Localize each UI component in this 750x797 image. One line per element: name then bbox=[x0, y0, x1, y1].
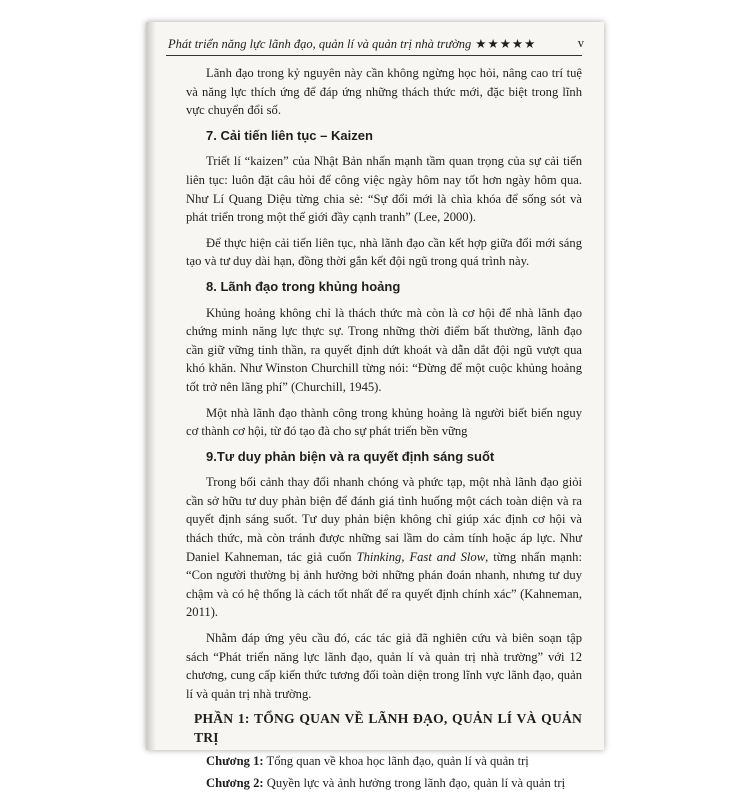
toc-entry-chapter-2 bbox=[186, 774, 582, 793]
page-number: v bbox=[577, 36, 584, 50]
heading-part-1: PHẦN 1: TỔNG QUAN VỀ LÃNH ĐẠO, QUẢN LÍ VÀ QUẢN TRỊ bbox=[194, 711, 582, 745]
paragraph-9-text-b: , từng nhấn mạnh: “Con người thường bị ảnh hưởng bởi những phán đoán nhanh, nhưng tư duy chậm và có hệ thống là cách tốt nhất để ra quyết định chính xác” (Kahneman, 2011). bbox=[186, 549, 582, 620]
heading-section-8: 8. Lãnh đạo trong khủng hoảng bbox=[206, 278, 401, 294]
running-title: Phát triển năng lực lãnh đạo, quản lí và quản trị nhà trường bbox=[168, 37, 472, 51]
chapter-2-label: Chương 2: bbox=[206, 776, 264, 791]
chapter-1-label: Chương 1: bbox=[206, 753, 264, 768]
toc-entry-chapter-1 bbox=[186, 752, 582, 771]
running-header bbox=[168, 36, 584, 52]
paragraph-8b: Một nhà lãnh đạo thành công trong khủng hoảng là người biết biến nguy cơ thành cơ hội, từ đó tạo đà cho sự phát triển bền vững bbox=[186, 405, 582, 439]
page-body bbox=[186, 64, 582, 797]
header-rule bbox=[166, 55, 582, 56]
paragraph-9-text-a: Trong bối cảnh thay đổi nhanh chóng và phức tạp, một nhà lãnh đạo giỏi cần sở hữu tư duy phản biện để đánh giá tình huống một cách toàn diện và ra quyết định sáng suốt. Tư duy phản biện không chỉ giúp xác định cơ hội và thách thức, mà còn tránh được những sai lầm do cảm tính hoặc áp lực. Như Daniel Kahneman, tác giả cuốn bbox=[186, 475, 582, 564]
book-title: Thinking, Fast and Slow bbox=[356, 549, 486, 564]
paragraph-7a: Triết lí “kaizen” của Nhật Bản nhấn mạnh tầm quan trọng của sự cải tiến liên tục: luôn đặt câu hỏi để công việc ngày hôm nay tốt hơn ngày hôm qua. Như Lí Quang Diệu từng chia sẻ: “Sự đổi mới là chìa khóa để sống sót và phát triển trong một thế giới đầy cạnh tranh” (Lee, 2000). bbox=[186, 154, 582, 225]
paragraph-7b: Để thực hiện cải tiến liên tục, nhà lãnh đạo cần kết hợp giữa đổi mới sáng tạo và tư duy dài hạn, đồng thời gắn kết đội ngũ trong quá trình này. bbox=[186, 235, 582, 269]
paragraph-closing: Nhằm đáp ứng yêu cầu đó, các tác giả đã nghiên cứu và biên soạn tập sách “Phát triển năng lực lãnh đạo, quản lí và quản trị nhà trường” với 12 chương, cung cấp kiến thức tương đối toàn diện trong lĩnh vực lãnh đạo, quản lí và quản trị nhà trường. bbox=[186, 631, 582, 701]
chapter-1-title: Tổng quan về khoa học lãnh đạo, quản lí và quản trị bbox=[263, 753, 529, 768]
book-page bbox=[146, 22, 604, 791]
heading-section-7: 7. Cải tiến liên tục – Kaizen bbox=[206, 127, 373, 143]
heading-section-9: 9.Tư duy phản biện và ra quyết định sáng suốt bbox=[206, 448, 495, 464]
paragraph-9 bbox=[186, 473, 582, 622]
chapter-2-title: Quyền lực và ảnh hưởng trong lãnh đạo, quản lí và quản trị bbox=[263, 776, 566, 791]
paragraph-intro: Lãnh đạo trong kỷ nguyên này cần không ngừng học hỏi, nâng cao trí tuệ và năng lực thích ứng để đáp ứng những thách thức mới, đặc biệt trong lĩnh vực chuyển đổi số. bbox=[186, 66, 582, 118]
star-rating-icon: ★★★★★ bbox=[475, 37, 537, 51]
paragraph-8a: Khủng hoảng không chỉ là thách thức mà còn là cơ hội để nhà lãnh đạo chứng minh năng lực thực sự. Trong những thời điểm bất thường, lãnh đạo cần giữ vững tinh thần, ra quyết định dứt khoát và dẫn dắt đội ngũ vượt qua khó khăn. Như Winston Churchill từng nói: “Đừng để một cuộc khủng hoảng tốt trở nên lãng phí” (Churchill, 1945). bbox=[186, 305, 582, 394]
